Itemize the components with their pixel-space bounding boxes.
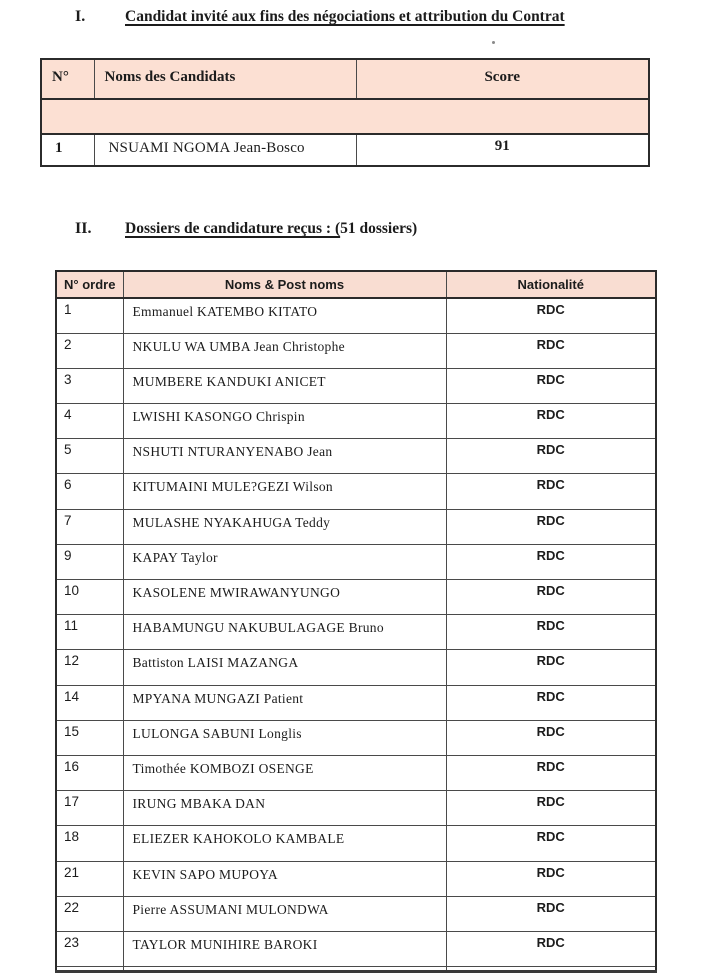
t2-cell-nationality: RDC <box>446 615 656 650</box>
t2-cell-order: 4 <box>56 404 123 439</box>
t2-cell-nationality: RDC <box>446 896 656 931</box>
t2-cell-name: LULONGA SABUNI Longlis <box>123 720 446 755</box>
t2-cell-nationality: RDC <box>446 755 656 790</box>
t2-cell-order: 22 <box>56 896 123 931</box>
t2-cell-order: 3 <box>56 368 123 403</box>
t1-header-num: N° <box>41 59 94 99</box>
t2-cell-name: LWISHI KASONGO Chrispin <box>123 404 446 439</box>
section-2-title-underlined: Dossiers de candidature reçus : ( <box>125 220 341 237</box>
t2-cell-nationality: RDC <box>446 298 656 333</box>
table-row <box>56 368 656 403</box>
t2-cell-order: 9 <box>56 544 123 579</box>
t2-cell-order: 18 <box>56 826 123 861</box>
t2-clipped-next-row <box>56 967 656 972</box>
table-row <box>56 404 656 439</box>
t2-cell-order: 15 <box>56 720 123 755</box>
section-1-title: Candidat invité aux fins des négociations et attribution du Contrat <box>125 8 565 25</box>
table-row <box>56 509 656 544</box>
t1-cell-name: NSUAMI NGOMA Jean-Bosco <box>94 134 356 166</box>
t2-cell-nationality: RDC <box>446 580 656 615</box>
table-row <box>56 544 656 579</box>
t2-cell-nationality: RDC <box>446 685 656 720</box>
table-row <box>56 615 656 650</box>
t2-cell-nationality: RDC <box>446 720 656 755</box>
t1-cell-num: 1 <box>41 134 94 166</box>
section-1-numeral: I. <box>75 8 86 25</box>
t2-cell-nationality: RDC <box>446 404 656 439</box>
t2-cell-name: MPYANA MUNGAZI Patient <box>123 685 446 720</box>
table-row <box>56 333 656 368</box>
table-row <box>56 298 656 333</box>
t2-cell-name: Timothée KOMBOZI OSENGE <box>123 755 446 790</box>
scan-artifact-dot <box>492 41 495 44</box>
section-2-heading <box>75 220 417 238</box>
t2-cell-nationality: RDC <box>446 931 656 966</box>
t2-cell-nationality: RDC <box>446 650 656 685</box>
t2-cell-nationality: RDC <box>446 826 656 861</box>
table-row <box>56 720 656 755</box>
table-row <box>56 650 656 685</box>
t2-cell-name: Emmanuel KATEMBO KITATO <box>123 298 446 333</box>
t2-cell-name: KASOLENE MWIRAWANYUNGO <box>123 580 446 615</box>
table-row <box>56 791 656 826</box>
t2-cell-name: Pierre ASSUMANI MULONDWA <box>123 896 446 931</box>
t2-cell-name: KAPAY Taylor <box>123 544 446 579</box>
t2-header-order: N° ordre <box>56 271 123 298</box>
section-2-title <box>125 220 417 237</box>
t2-cell-nationality: RDC <box>446 544 656 579</box>
t2-cell-name: Battiston LAISI MAZANGA <box>123 650 446 685</box>
t2-cell-order: 1 <box>56 298 123 333</box>
table-row <box>56 826 656 861</box>
t2-cell-order: 10 <box>56 580 123 615</box>
t2-cell-nationality: RDC <box>446 333 656 368</box>
t2-cell-nationality: RDC <box>446 368 656 403</box>
t2-header-row <box>56 271 656 298</box>
t2-cell-order: 21 <box>56 861 123 896</box>
section-2-title-rest: 51 dossiers) <box>340 220 418 237</box>
t2-cell-name: ELIEZER KAHOKOLO KAMBALE <box>123 826 446 861</box>
t2-cell-nationality: RDC <box>446 509 656 544</box>
t1-header-score: Score <box>356 59 649 99</box>
table-row <box>56 861 656 896</box>
t2-header-names: Noms & Post noms <box>123 271 446 298</box>
t2-cell-order: 16 <box>56 755 123 790</box>
t2-cell-name: MULASHE NYAKAHUGA Teddy <box>123 509 446 544</box>
t2-cell-order: 12 <box>56 650 123 685</box>
t2-cell-order: 14 <box>56 685 123 720</box>
table-row <box>56 896 656 931</box>
t2-cell-name: NSHUTI NTURANYENABO Jean <box>123 439 446 474</box>
t2-cell-order: 11 <box>56 615 123 650</box>
t2-header-nationality: Nationalité <box>446 271 656 298</box>
t2-cell-name: KITUMAINI MULE?GEZI Wilson <box>123 474 446 509</box>
table-row <box>56 439 656 474</box>
table-row <box>56 931 656 966</box>
t2-cell-order: 6 <box>56 474 123 509</box>
t2-cell-name: MUMBERE KANDUKI ANICET <box>123 368 446 403</box>
t1-spacer-cell <box>41 99 649 134</box>
t2-cell-order: 2 <box>56 333 123 368</box>
t2-cell-order: 7 <box>56 509 123 544</box>
t2-cell-name: HABAMUNGU NAKUBULAGAGE Bruno <box>123 615 446 650</box>
table-row <box>56 755 656 790</box>
t2-cell-nationality: RDC <box>446 474 656 509</box>
t2-cell-order: 17 <box>56 791 123 826</box>
t2-cell-name: KEVIN SAPO MUPOYA <box>123 861 446 896</box>
section-1-heading <box>75 8 565 26</box>
t1-spacer-row <box>41 99 649 134</box>
t2-cell-order: 5 <box>56 439 123 474</box>
t1-header-name: Noms des Candidats <box>94 59 356 99</box>
invited-candidate-table <box>40 58 650 167</box>
t2-cell-name: TAYLOR MUNIHIRE BAROKI <box>123 931 446 966</box>
t2-cell-order: 23 <box>56 931 123 966</box>
t1-cell-score: 91 <box>356 134 649 166</box>
t2-cell-nationality: RDC <box>446 439 656 474</box>
received-applications-table <box>55 270 657 973</box>
t2-cell-name: NKULU WA UMBA Jean Christophe <box>123 333 446 368</box>
table-row <box>56 474 656 509</box>
t2-cell-name: IRUNG MBAKA DAN <box>123 791 446 826</box>
t2-cell-nationality: RDC <box>446 861 656 896</box>
t2-cell-nationality: RDC <box>446 791 656 826</box>
section-2-numeral: II. <box>75 220 92 237</box>
table-row <box>56 580 656 615</box>
table-row <box>56 685 656 720</box>
t2-body <box>56 298 656 967</box>
t1-header-row <box>41 59 649 99</box>
table-row <box>41 134 649 166</box>
